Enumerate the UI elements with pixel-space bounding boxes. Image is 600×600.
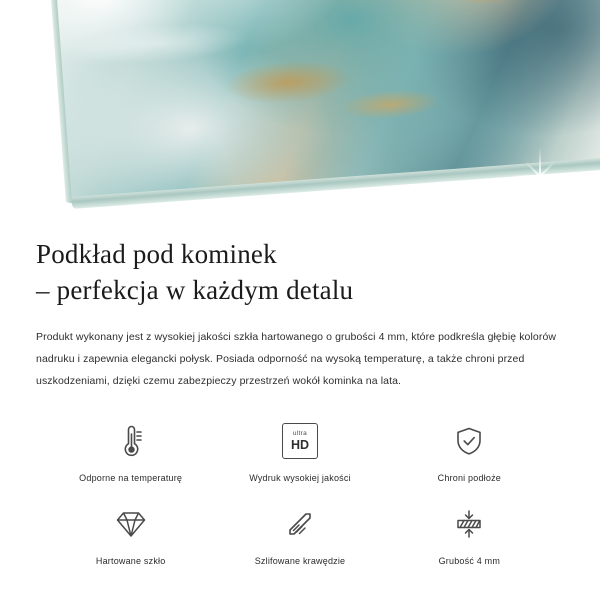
feature-item-polished-edges — [215, 501, 384, 566]
shield-check-icon — [449, 418, 489, 464]
ultra-hd-badge-bottom: HD — [290, 437, 310, 452]
feature-item-thickness — [385, 501, 554, 566]
feature-item-temperature — [46, 418, 215, 483]
feature-label: Wydruk wysokiej jakości — [249, 473, 351, 483]
thermometer-icon — [111, 418, 151, 464]
product-description-text: Produkt wykonany jest z wysokiej jakości szkła hartowanego o grubości 4 mm, które podkreśla głębię kolorów nadruku i zapewnia elegancki połysk. Posiada odporność na wysoką temperaturę, a także chroni przed uszkodzeniami, dzięki czemu zabezpieczy przestrzeń wokół kominka na lata. — [36, 331, 557, 387]
feature-label: Grubość 4 mm — [438, 556, 501, 566]
page-title-line-2: – perfekcja w każdym detalu — [36, 275, 354, 305]
polished-edge-icon — [280, 501, 320, 547]
feature-label: Chroni podłoże — [437, 473, 501, 483]
feature-item-tempered-glass — [46, 501, 215, 566]
diamond-icon — [111, 501, 151, 547]
ultra-hd-icon — [282, 418, 318, 464]
feature-item-print-quality — [215, 418, 384, 483]
content-block — [0, 236, 600, 566]
ultra-hd-badge-top: ultra — [292, 430, 308, 437]
feature-label: Hartowane szkło — [95, 556, 166, 566]
hero-product-image — [0, 0, 600, 222]
page-title-line-1: Podkład pod kominek — [36, 239, 277, 269]
feature-label: Odporne na temperaturę — [79, 473, 183, 483]
feature-item-surface-protection — [385, 418, 554, 483]
feature-label: Szlifowane krawędzie — [254, 556, 346, 566]
page-title — [36, 236, 564, 308]
glass-panel-wrapper — [0, 0, 600, 222]
thickness-icon — [449, 501, 489, 547]
feature-grid — [36, 418, 564, 566]
